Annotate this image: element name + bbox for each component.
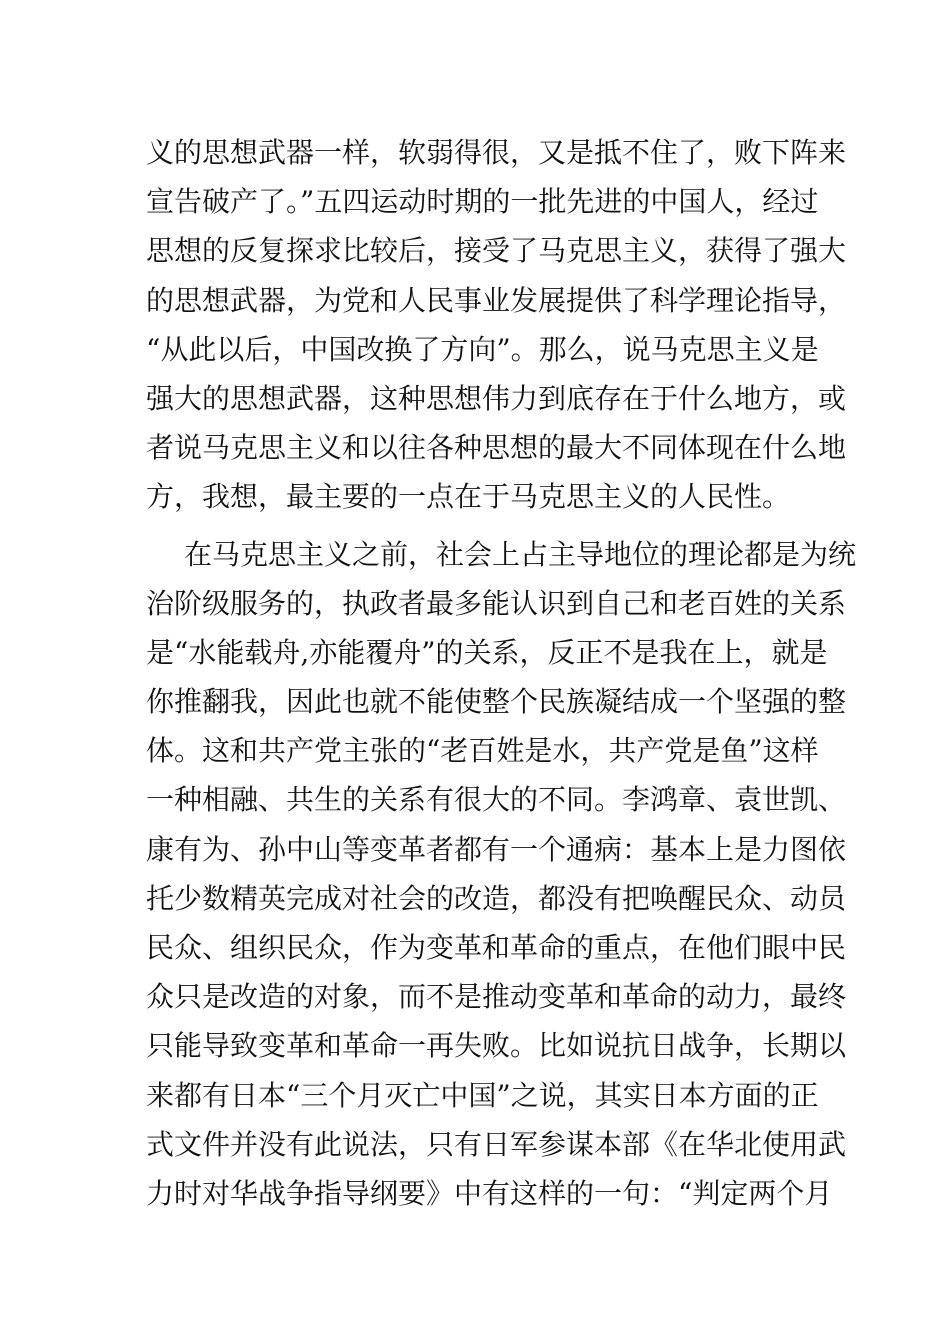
- text-line: 只能导致变革和革命一再失败。比如说抗日战争，长期以: [146, 1029, 847, 1063]
- text-line: 你推翻我，因此也就不能使整个民族凝结成一个坚强的整: [146, 685, 847, 719]
- text-line: 民众、组织民众，作为变革和革命的重点，在他们眼中民: [146, 931, 847, 964]
- text-line: 思想的反复探求比较后，接受了马克思主义，获得了强大: [146, 234, 847, 268]
- text-line: 来都有日本“三个月灭亡中国”之说，其实日本方面的正: [146, 1078, 819, 1112]
- text-line: 式文件并没有此说法，只有日军参谋本部《在华北使用武: [146, 1127, 847, 1161]
- text-line: 体。这和共产党主张的“老百姓是水，共产党是鱼”这样: [146, 734, 819, 768]
- document-body: [146, 128, 857, 1218]
- paragraph-1: [146, 128, 847, 522]
- text-line: 众只是改造的对象，而不是推动变革和革命的动力，最终: [146, 980, 847, 1014]
- text-line: 力时对华战争指导纲要》中有这样的一句：“判定两个月: [146, 1176, 833, 1210]
- text-line: 强大的思想武器，这种思想伟力到底存在于什么地方，或: [146, 381, 847, 415]
- text-line: 方，我想，最主要的一点在于马克思主义的人民性。: [146, 480, 791, 514]
- text-line: 治阶级服务的，执政者最多能认识到自己和老百姓的关系: [146, 586, 847, 620]
- text-line: 宣告破产了。”五四运动时期的一批先进的中国人，经过: [146, 185, 819, 219]
- paragraph-2: [146, 530, 857, 1219]
- text-line: “从此以后，中国改换了方向”。那么，说马克思主义是: [146, 332, 819, 366]
- text-line: 托少数精英完成对社会的改造，都没有把唤醒民众、动员: [146, 881, 847, 915]
- paragraph-gap: [146, 522, 806, 530]
- text-line: 的思想武器，为党和人民事业发展提供了科学理论指导，: [146, 283, 847, 317]
- text-line: 者说马克思主义和以往各种思想的最大不同体现在什么地: [146, 431, 847, 465]
- text-line: 义的思想武器一样，软弱得很，又是抵不住了，败下阵来: [146, 136, 847, 169]
- text-line: 康有为、孙中山等变革者都有一个通病：基本上是力图依: [146, 832, 847, 866]
- text-line-indented: 在马克思主义之前，社会上占主导地位的理论都是为统: [184, 537, 857, 571]
- text-line: 一种相融、共生的关系有很大的不同。李鸿章、袁世凯、: [146, 783, 847, 817]
- text-line: 是“水能载舟,亦能覆舟”的关系，反正不是我在上，就是: [146, 635, 828, 669]
